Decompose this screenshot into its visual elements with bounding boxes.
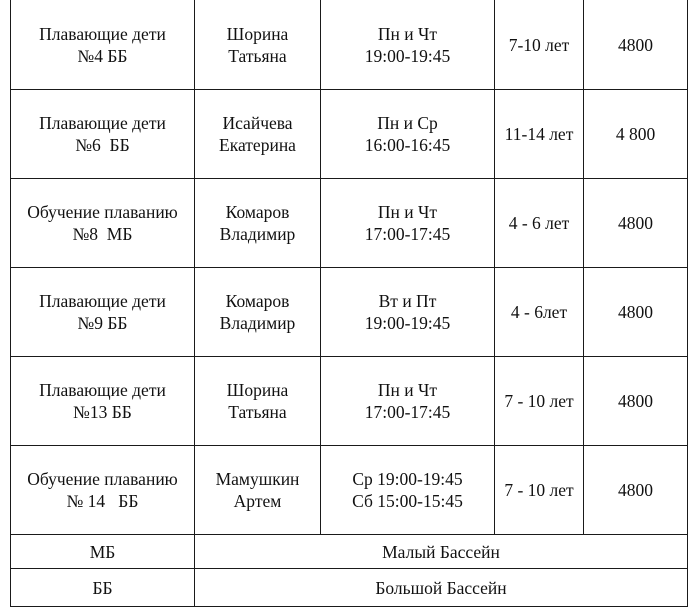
group-name-line: Обучение плаванию [27,469,178,489]
group-number-line: № 14 ББ [66,491,139,511]
group-number-line: №6 ББ [75,135,130,155]
group-number-line: №8 МБ [72,224,133,244]
group-name-cell [11,268,195,357]
schedule-table [10,0,688,607]
age-cell: 7 - 10 лет [495,446,584,535]
coach-firstname: Владимир [219,224,296,244]
legend-abbr-cell: ББ [11,569,195,607]
group-name-line: Обучение плаванию [27,202,178,222]
legend-row [11,535,688,569]
group-name-line: Плавающие дети [39,113,166,133]
schedule-cell [321,90,495,179]
coach-surname: Комаров [225,291,290,311]
table-row [11,357,688,446]
age-cell: 4 - 6 лет [495,179,584,268]
group-name-cell [11,90,195,179]
table-row [11,179,688,268]
age-cell: 7-10 лет [495,0,584,90]
coach-cell [195,179,321,268]
legend-meaning-cell: Малый Бассейн [195,535,688,569]
group-name-line: Плавающие дети [39,291,166,311]
table-row [11,268,688,357]
coach-surname: Шорина [226,23,289,44]
schedule-days: Пн и Чт [377,380,438,400]
group-number-line: №13 ББ [73,402,132,422]
coach-cell [195,446,321,535]
group-name-line: Плавающие дети [39,23,166,44]
coach-cell [195,0,321,90]
table-row [11,446,688,535]
schedule-days: Ср 19:00-19:45 [352,469,463,489]
coach-cell [195,90,321,179]
coach-cell [195,268,321,357]
price-cell: 4800 [584,357,688,446]
group-name-cell [11,446,195,535]
coach-surname: Мамушкин [215,469,300,489]
schedule-cell [321,446,495,535]
coach-firstname: Татьяна [228,402,287,422]
schedule-time: 17:00-17:45 [364,402,451,422]
schedule-cell [321,179,495,268]
schedule-days: Пн и Чт [377,23,438,44]
legend-meaning-cell: Большой Бассейн [195,569,688,607]
schedule-days: Пн и Ср [377,113,438,133]
price-cell: 4800 [584,446,688,535]
coach-surname: Исайчева [222,113,293,133]
table-row [11,90,688,179]
age-cell: 7 - 10 лет [495,357,584,446]
price-cell: 4800 [584,179,688,268]
group-number-line: №9 ББ [77,313,128,333]
coach-surname: Комаров [225,202,290,222]
schedule-time: 19:00-19:45 [364,313,451,333]
group-name-cell [11,357,195,446]
coach-firstname: Татьяна [228,45,287,66]
group-name-line: Плавающие дети [39,380,166,400]
coach-firstname: Артем [233,491,282,511]
group-name-cell [11,179,195,268]
group-name-cell [11,0,195,90]
coach-surname: Шорина [226,380,289,400]
price-cell: 4800 [584,268,688,357]
schedule-days: Пн и Чт [377,202,438,222]
schedule-days: Вт и Пт [378,291,437,311]
schedule-time: 17:00-17:45 [364,224,451,244]
age-cell: 11-14 лет [495,90,584,179]
legend-row [11,569,688,607]
schedule-time: Сб 15:00-15:45 [352,491,463,511]
age-cell: 4 - 6лет [495,268,584,357]
schedule-time: 16:00-16:45 [364,135,451,155]
coach-firstname: Екатерина [219,135,296,155]
coach-cell [195,357,321,446]
coach-firstname: Владимир [219,313,296,333]
price-cell: 4800 [584,0,688,90]
schedule-cell [321,357,495,446]
price-cell: 4 800 [584,90,688,179]
schedule-cell [321,268,495,357]
legend-abbr-cell: МБ [11,535,195,569]
schedule-cell [321,0,495,90]
table-row [11,0,688,90]
schedule-time: 19:00-19:45 [364,45,451,66]
group-number-line: №4 ББ [77,45,128,66]
